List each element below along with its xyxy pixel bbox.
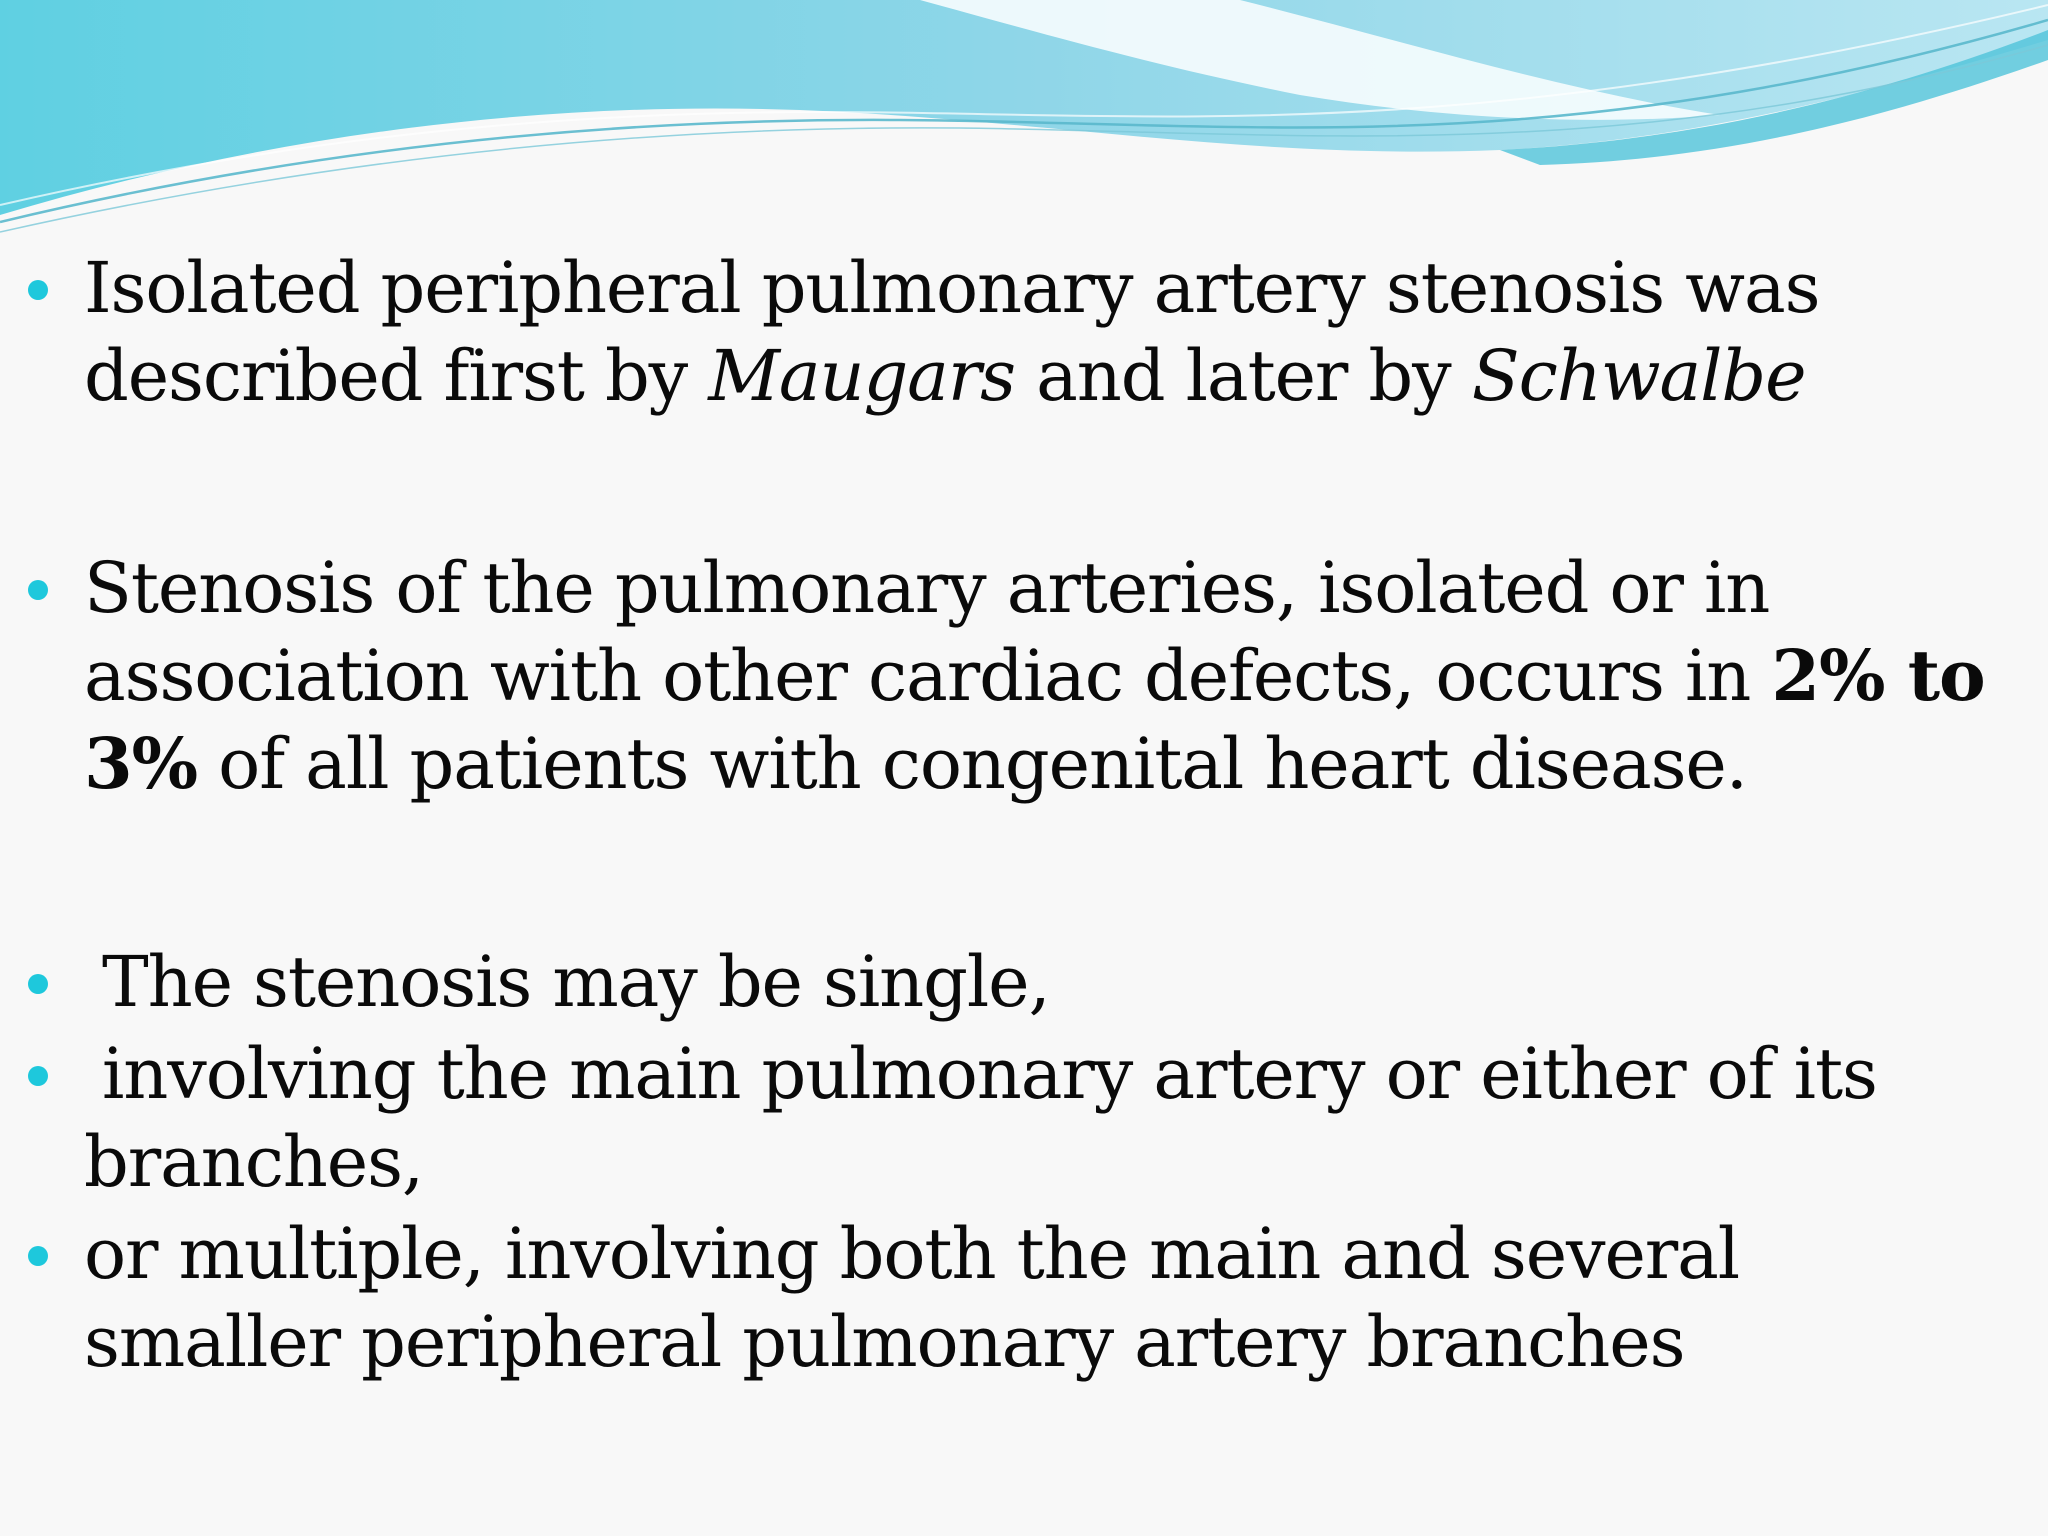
bullet-dot-icon [28,1066,48,1086]
bullet-item-1 [22,244,2012,420]
bullet-dot-icon [28,280,48,300]
bullet-item-3 [22,938,2012,1026]
bullet-dot-icon [28,580,48,600]
bullet-1-text-mid: and later by [1015,335,1472,417]
bullet-5-text: or multiple, involving both the main and several smaller peripheral pulmonary artery branches [84,1213,1740,1383]
bullet-2-text: Stenosis of the pulmonary arteries, isolated or in association with other cardiac defects, occurs in [84,547,1772,717]
bullet-list [22,244,2012,1386]
bullet-1-name-maugars: Maugars [708,335,1016,417]
bullet-dot-icon [28,974,48,994]
bullet-item-2 [22,544,2012,808]
bullet-2-text-end: of all patients with congenital heart disease. [197,723,1747,805]
bullet-item-4 [22,1030,2012,1206]
bullet-2-percentage: 2% to 3% [84,634,1985,805]
bullet-1-text: Isolated peripheral pulmonary artery stenosis was described first by [84,247,1820,417]
bullet-4-text: involving the main pulmonary artery or either of its branches, [84,1033,1877,1203]
header-wave-decoration [0,0,2048,240]
bullet-1-name-schwalbe: Schwalbe [1471,335,1806,417]
bullet-dot-icon [28,1246,48,1266]
bullet-3-text: The stenosis may be single, [102,941,1050,1023]
bullet-item-5 [22,1210,2012,1386]
